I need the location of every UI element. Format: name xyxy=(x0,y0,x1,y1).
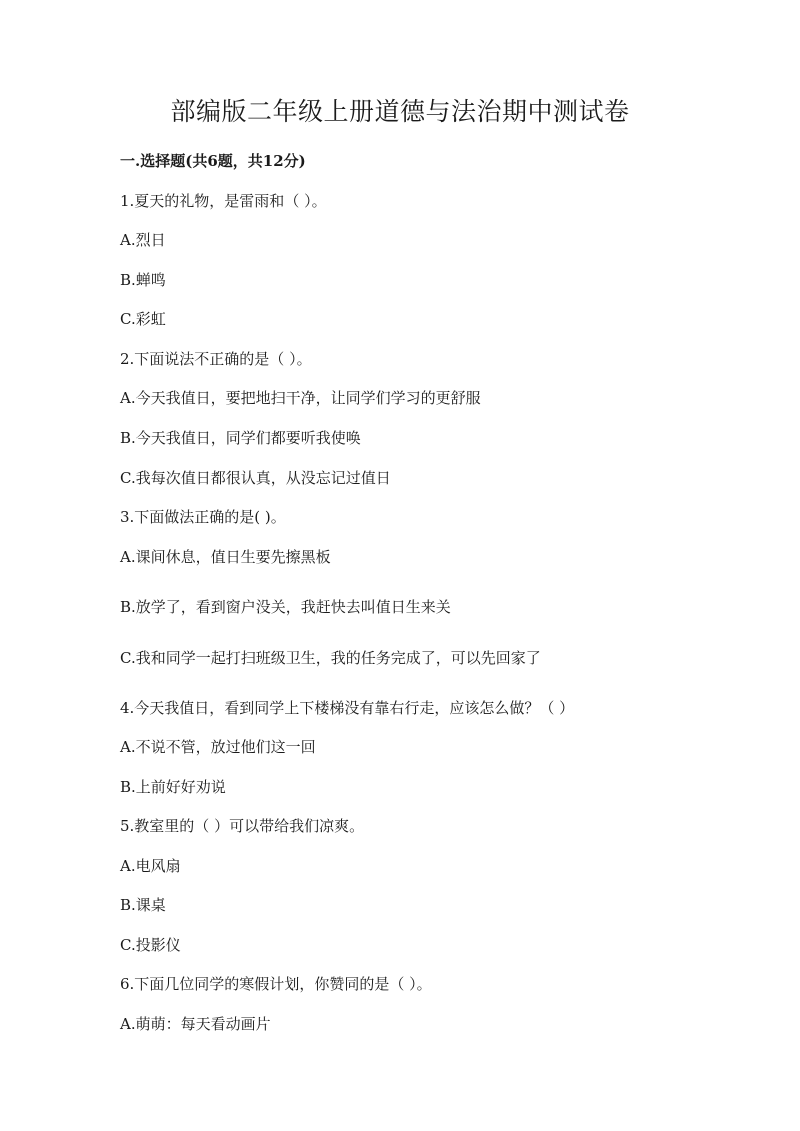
question-1-option-b: B.蝉鸣 xyxy=(120,271,166,289)
question-5-option-b: B.课桌 xyxy=(120,896,166,914)
question-3-option-a: A.课间休息，值日生要先擦黑板 xyxy=(120,548,331,566)
question-3-stem: 3.下面做法正确的是( )。 xyxy=(120,508,286,526)
question-2-option-b: B.今天我值日，同学们都要听我使唤 xyxy=(120,429,361,447)
question-2-stem: 2.下面说法不正确的是（ ）。 xyxy=(120,350,312,368)
question-5-option-a: A.电风扇 xyxy=(120,857,181,875)
question-4-option-b: B.上前好好劝说 xyxy=(120,778,226,796)
question-1-option-c: C.彩虹 xyxy=(120,310,166,328)
question-5-stem: 5.教室里的（ ）可以带给我们凉爽。 xyxy=(120,817,365,835)
question-2-option-a: A.今天我值日，要把地扫干净，让同学们学习的更舒服 xyxy=(120,389,481,407)
question-2-option-c: C.我每次值日都很认真，从没忘记过值日 xyxy=(120,469,391,487)
question-5-option-c: C.投影仪 xyxy=(120,936,181,954)
question-4-stem: 4.今天我值日，看到同学上下楼梯没有靠右行走，应该怎么做？（ ） xyxy=(120,699,575,717)
question-1-option-a: A.烈日 xyxy=(120,231,166,249)
question-1-stem: 1.夏天的礼物，是雷雨和（ ）。 xyxy=(120,192,327,210)
question-4-option-a: A.不说不管，放过他们这一回 xyxy=(120,738,316,756)
question-6-stem: 6.下面几位同学的寒假计划，你赞同的是（ ）。 xyxy=(120,975,432,993)
question-6-option-a: A.萌萌：每天看动画片 xyxy=(120,1015,271,1033)
question-3-option-c: C.我和同学一起打扫班级卫生，我的任务完成了，可以先回家了 xyxy=(120,649,541,667)
section-heading: 一.选择题(共6题，共12分) xyxy=(120,152,306,170)
question-3-option-b: B.放学了，看到窗户没关，我赶快去叫值日生来关 xyxy=(120,598,451,616)
page-title: 部编版二年级上册道德与法治期中测试卷 xyxy=(170,97,630,126)
